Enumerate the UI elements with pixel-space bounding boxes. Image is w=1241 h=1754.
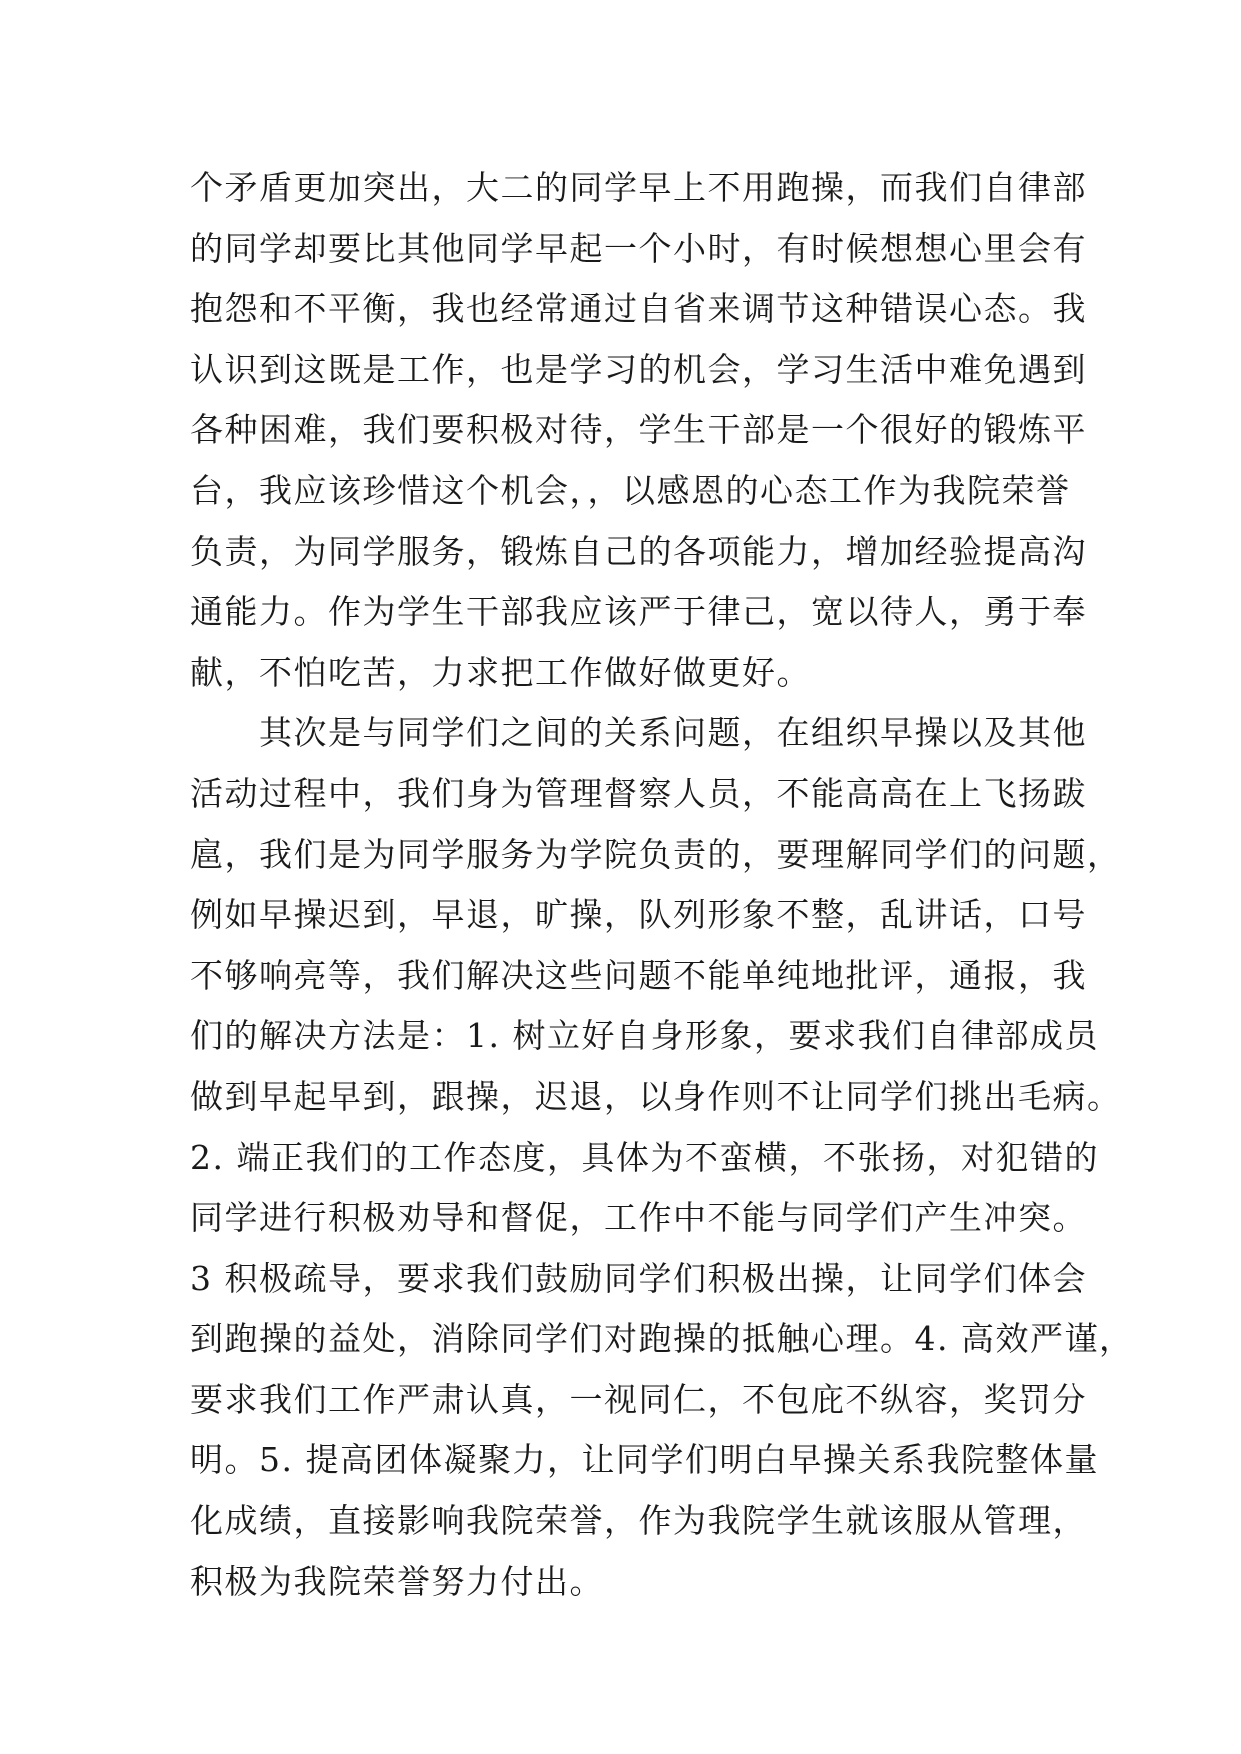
text-line: 不够响亮等，我们解决这些问题不能单纯地批评，通报，我 xyxy=(190,955,1087,995)
text-line: 认识到这既是工作，也是学习的机会，学习生活中难免遇到 xyxy=(190,349,1087,389)
text-line: 化成绩，直接影响我院荣誉，作为我院学生就该服从管理， xyxy=(190,1501,1087,1541)
text-line: 2. 端正我们的工作态度，具体为不蛮横，不张扬，对犯错的 xyxy=(190,1137,1099,1177)
text-line: 们的解决方法是：1. 树立好自身形象，要求我们自律部成员 xyxy=(190,1016,1099,1056)
text-line: 其次是与同学们之间的关系问题，在组织早操以及其他 xyxy=(190,713,1087,753)
text-line: 各种困难，我们要积极对待，学生干部是一个很好的锻炼平 xyxy=(190,410,1087,450)
text-line: 到跑操的益处，消除同学们对跑操的抵触心理。4. 高效严谨， xyxy=(190,1319,1134,1359)
text-line: 积极为我院荣誉努力付出。 xyxy=(190,1561,604,1601)
text-line: 通能力。作为学生干部我应该严于律己，宽以待人，勇于奉 xyxy=(190,592,1087,632)
text-line: 个矛盾更加突出，大二的同学早上不用跑操，而我们自律部 xyxy=(190,168,1087,207)
text-line: 献，不怕吃苦，力求把工作做好做更好。 xyxy=(190,652,811,692)
text-line: 扈，我们是为同学服务为学院负责的，要理解同学们的问题， xyxy=(190,834,1122,874)
paragraph-2 xyxy=(190,703,1134,1612)
text-line: 同学进行积极劝导和督促，工作中不能与同学们产生冲突。 xyxy=(190,1198,1087,1238)
text-line: 做到早起早到，跟操，迟退，以身作则不让同学们挑出毛病。 xyxy=(190,1076,1122,1116)
text-line: 的同学却要比其他同学早起一个小时，有时候想想心里会有 xyxy=(190,228,1087,268)
text-line: 例如早操迟到，早退，旷操，队列形象不整，乱讲话，口号 xyxy=(190,895,1087,935)
text-line: 明。5. 提高团体凝聚力，让同学们明白早操关系我院整体量 xyxy=(190,1440,1099,1480)
text-line: 3 积极疏导，要求我们鼓励同学们积极出操，让同学们体会 xyxy=(190,1258,1087,1298)
text-line: 要求我们工作严肃认真，一视同仁，不包庇不纵容，奖罚分 xyxy=(190,1379,1087,1419)
text-line: 活动过程中，我们身为管理督察人员，不能高高在上飞扬跋 xyxy=(190,773,1087,813)
text-line: 台，我应该珍惜这个机会，，以感恩的心态工作为我院荣誉 xyxy=(190,470,1071,510)
text-line: 抱怨和不平衡，我也经常通过自省来调节这种错误心态。我 xyxy=(190,289,1087,329)
text-line: 负责，为同学服务，锻炼自己的各项能力，增加经验提高沟 xyxy=(190,531,1087,571)
body-text xyxy=(190,158,1134,1612)
paragraph-1 xyxy=(190,158,1087,703)
